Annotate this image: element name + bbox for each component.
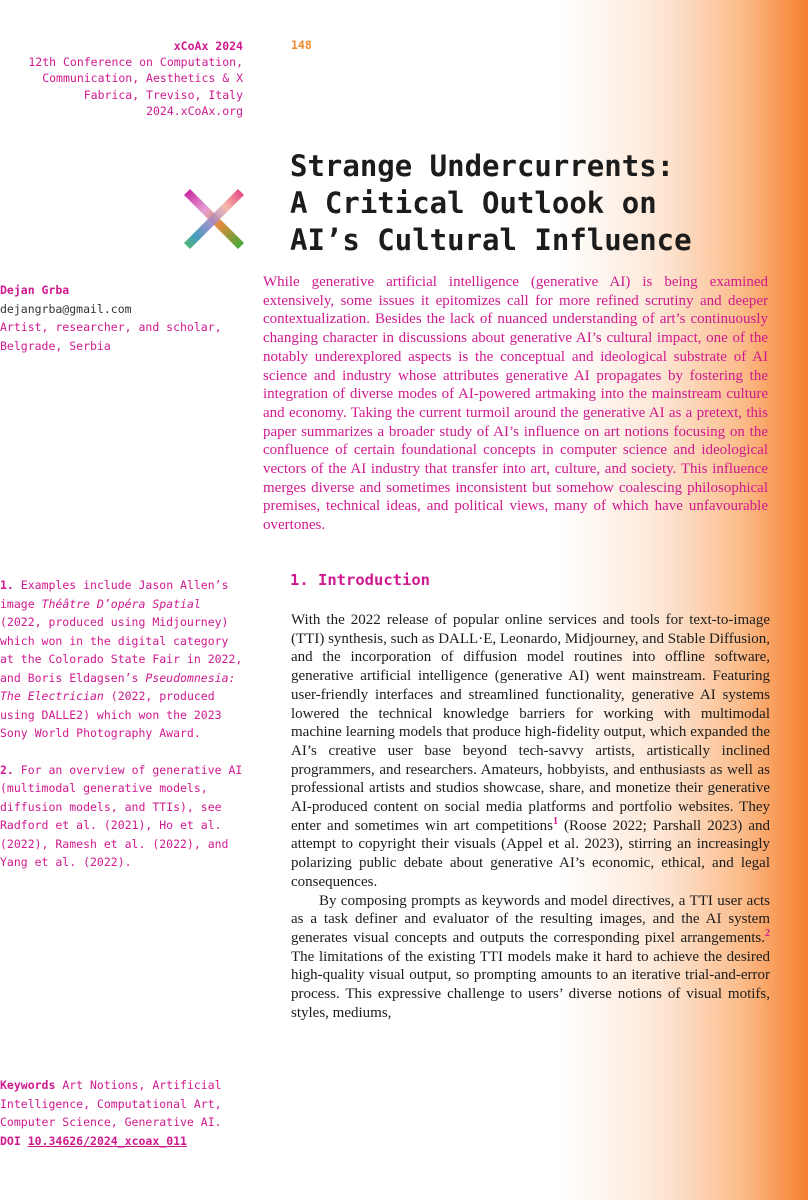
conference-venue: Fabrica, Treviso, Italy [83, 87, 243, 102]
keywords-text: Art Notions, Artificial Intelligence, Computational Art, Computer Science, Generative AI. [0, 1078, 222, 1129]
xcoax-x-logo-icon [184, 189, 244, 249]
footnote-text: (2022, produced using DALLE2) which won the 2023 Sony World Photography Award. [0, 689, 222, 740]
body-text [291, 611, 770, 1022]
doi-link[interactable]: 10.34626/2024_xcoax_011 [27, 1133, 187, 1148]
author-name: Dejan Grba [0, 283, 70, 297]
paper-title [290, 148, 770, 259]
paragraph-text: The limitations of the existing TTI models make it hard to achieve the desired high-quality visual output, so prompting amounts to an iterative trial-and-error process. This expressive challenge to users’ diverse notions of visual motifs, styles, mediums, [291, 948, 770, 1021]
doi-label: DOI [0, 1133, 21, 1148]
artwork-title: Théâtre D’opéra Spatial [41, 596, 201, 611]
title-line: A Critical Outlook on [290, 186, 657, 220]
paragraph-text: By composing prompts as keywords and model directives, a TTI user acts as a task definer and evaluator of the resulting images, and the AI system generates visual concepts and outputs the corresponding pixel arrangements. [291, 892, 770, 946]
paragraph-text: (Roose 2022; Parshall 2023) and attempt to copyright their visuals (Appel et al. 2023), stirring an increasingly polarizing public debate about generative AI’s economic, ethical, and legal consequences. [291, 817, 771, 890]
body-paragraph [291, 611, 770, 892]
footnote-text: Examples include Jason Allen’s image [0, 578, 229, 611]
section-title: Introduction [318, 571, 430, 589]
keywords-block [0, 1076, 245, 1150]
section-number: 1. [290, 571, 309, 589]
keywords-label: Keywords [0, 1078, 56, 1092]
conference-detail-line: 12th Conference on Computation, [28, 55, 243, 70]
section-heading [290, 571, 430, 589]
author-block [0, 281, 250, 355]
footnote-number: 2. [0, 762, 14, 777]
footnote [0, 576, 245, 743]
conference-header [0, 38, 243, 119]
title-line: AI’s Cultural Influence [290, 223, 692, 257]
author-email-link[interactable]: dejangrba@gmail.com [0, 301, 132, 316]
footnote-ref[interactable]: 2 [765, 927, 770, 939]
footnote [0, 761, 245, 872]
body-paragraph [291, 892, 770, 1023]
page-number: 148 [291, 38, 312, 52]
artwork-title: Pseudomnesia: The Electrician [0, 670, 236, 703]
abstract: While generative artificial intelligence (generative AI) is being examined extensively, some issues it epitomizes call for more refined scrutiny and deeper contextualization. Besides the lack of nuanced understanding of art’s continuously changing character in discussions about generative AI’s cultural impact, one of the notably underexplored aspects is the conceptual and ideological substrate of AI science and industry whose attributes generative AI propagates by fostering the integration of diverse modes of AI-powered artmaking into the mainstream culture and economy. Taking the current turmoil around the generative AI as a pretext, this paper summarizes a broader study of AI’s influence on art notions focusing on the confluence of certain foundational concepts in computer science and ideological vectors of the AI industry that transfer into art, culture, and society. This influence merges diverse and sometimes inconsistent but somehow coalescing philosophical premises, technical ideas, and political views, many of which have unfavourable overtones. [263, 274, 768, 534]
sidenotes [0, 576, 245, 890]
title-line: Strange Undercurrents: [290, 149, 675, 183]
footnote-ref[interactable]: 1 [552, 815, 558, 827]
conference-short-name: xCoAx 2024 [173, 39, 243, 53]
footnote-text: (2022, produced using Midjourney) which won in the digital category at the Colorado State Fair in 2022, and Boris Eldagsen’s [0, 615, 243, 685]
footnote-text: For an overview of generative AI (multimodal generative models, diffusion models, and TTIs), see Radford et al. (2021), Ho et al. (2022), Ramesh et al. (2022), and Yang et al. (2022). [0, 762, 243, 869]
author-affiliation: Artist, researcher, and scholar, Belgrade, Serbia [0, 320, 222, 353]
paragraph-text: With the 2022 release of popular online services and tools for text-to-image (TTI) synthesis, such as DALL·E, Leonardo, Midjourney, and Stable Diffusion, and the incorporation of diffusion model routines into offline software, generative artificial intelligence (generative AI) went mainstream. Featuring user-friendly interfaces and streamlined functionality, generative AI systems lowered the technical knowledge barriers for working with multimodal machine learning models that produce high-fidelity output, which expanded the AI’s creative user base beyond tech-savvy artists, artistically inclined programmers, and researchers. Amateurs, hobbyists, and enthusiasts as well as professional artists and studios showcase, share, and monetize their generative AI-produced content on social media platforms and portfolio websites. They enter and sometimes win art competitions [291, 612, 770, 834]
conference-detail-line: Communication, Aesthetics & X [42, 71, 243, 86]
footnote-number: 1. [0, 578, 14, 592]
conference-website-link[interactable]: 2024.xCoAx.org [146, 103, 243, 118]
